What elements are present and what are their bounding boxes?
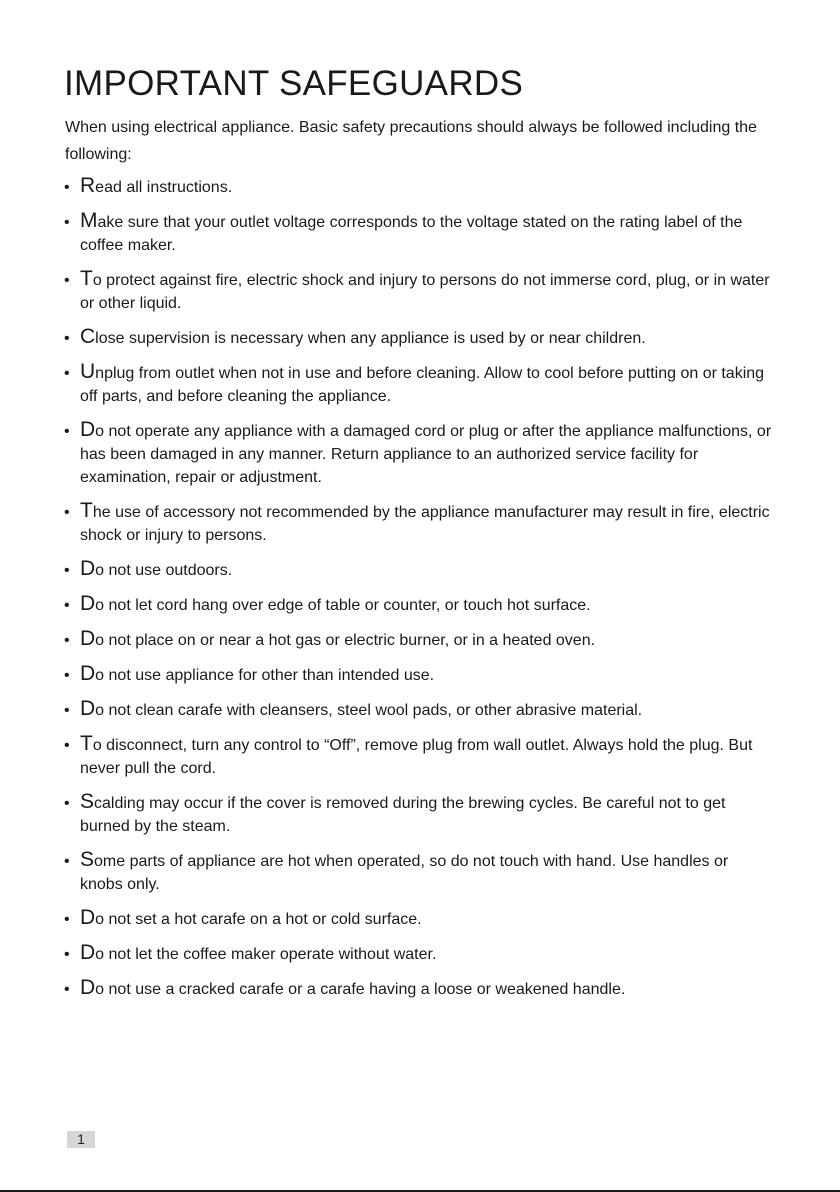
bullet-icon: •	[64, 946, 70, 963]
initial-letter: D	[80, 592, 96, 615]
item-text: o not clean carafe with cleansers, steel wool pads, or other abrasive material.	[95, 702, 643, 719]
item-text: o disconnect, turn any control to “Off”, remove plug from wall outlet. Always hold the plug. But never pull the cord.	[80, 737, 753, 777]
initial-letter: S	[80, 790, 95, 813]
list-item	[64, 269, 774, 315]
item-text: o not use outdoors.	[95, 562, 233, 579]
initial-letter: C	[80, 325, 96, 348]
initial-letter: D	[80, 906, 96, 929]
list-item	[64, 176, 774, 199]
list-item	[64, 908, 774, 931]
initial-letter: D	[80, 627, 96, 650]
bullet-icon: •	[64, 504, 70, 521]
bullet-icon: •	[64, 562, 70, 579]
page-title: IMPORTANT SAFEGUARDS	[64, 64, 524, 103]
initial-letter: S	[80, 848, 95, 871]
initial-letter: T	[80, 732, 93, 755]
safeguards-list	[64, 176, 774, 1013]
initial-letter: D	[80, 697, 96, 720]
list-item	[64, 629, 774, 652]
item-text: calding may occur if the cover is removed during the brewing cycles. Be careful not to get burned by the steam.	[80, 795, 726, 835]
page-number: 1	[67, 1131, 95, 1148]
list-item	[64, 792, 774, 838]
list-item	[64, 978, 774, 1001]
initial-letter: D	[80, 418, 96, 441]
item-text: nplug from outlet when not in use and before cleaning. Allow to cool before putting on or taking off parts, and before cleaning the appliance.	[80, 365, 765, 405]
list-item	[64, 850, 774, 896]
bullet-icon: •	[64, 702, 70, 719]
initial-letter: R	[80, 174, 96, 197]
item-text: o not place on or near a hot gas or electric burner, or in a heated oven.	[95, 632, 596, 649]
item-text: o not operate any appliance with a damaged cord or plug or after the appliance malfunctions, or has been damaged in any manner. Return appliance to an authorized service facility for examination, repair or adjustment.	[80, 423, 772, 486]
item-text: o not use a cracked carafe or a carafe having a loose or weakened handle.	[95, 981, 626, 998]
item-text: ead all instructions.	[95, 179, 233, 196]
bullet-icon: •	[64, 423, 70, 440]
bullet-icon: •	[64, 632, 70, 649]
bullet-icon: •	[64, 365, 70, 382]
list-item	[64, 664, 774, 687]
list-item	[64, 699, 774, 722]
bullet-icon: •	[64, 737, 70, 754]
initial-letter: M	[80, 209, 98, 232]
bullet-icon: •	[64, 214, 70, 231]
bullet-icon: •	[64, 981, 70, 998]
initial-letter: T	[80, 499, 93, 522]
item-text: o not let the coffee maker operate without water.	[95, 946, 437, 963]
bullet-icon: •	[64, 179, 70, 196]
item-text: ake sure that your outlet voltage corresponds to the voltage stated on the rating label of the coffee maker.	[80, 214, 743, 254]
initial-letter: D	[80, 662, 96, 685]
list-item	[64, 327, 774, 350]
list-item	[64, 211, 774, 257]
initial-letter: D	[80, 557, 96, 580]
bullet-icon: •	[64, 597, 70, 614]
bullet-icon: •	[64, 911, 70, 928]
item-text: ome parts of appliance are hot when operated, so do not touch with hand. Use handles or knobs only.	[80, 853, 729, 893]
initial-letter: U	[80, 360, 96, 383]
list-item	[64, 501, 774, 547]
list-item	[64, 943, 774, 966]
item-text: o protect against fire, electric shock and injury to persons do not immerse cord, plug, or in water or other liquid.	[80, 272, 770, 312]
item-text: o not use appliance for other than intended use.	[95, 667, 435, 684]
item-text: o not set a hot carafe on a hot or cold surface.	[95, 911, 422, 928]
list-item	[64, 362, 774, 408]
item-text: lose supervision is necessary when any appliance is used by or near children.	[95, 330, 646, 347]
item-text: he use of accessory not recommended by the appliance manufacturer may result in fire, electric shock or injury to persons.	[80, 504, 770, 544]
list-item	[64, 734, 774, 780]
bullet-icon: •	[64, 853, 70, 870]
bullet-icon: •	[64, 795, 70, 812]
list-item	[64, 594, 774, 617]
item-text: o not let cord hang over edge of table or counter, or touch hot surface.	[95, 597, 591, 614]
bullet-icon: •	[64, 667, 70, 684]
initial-letter: D	[80, 976, 96, 999]
bullet-icon: •	[64, 272, 70, 289]
intro-paragraph: When using electrical appliance. Basic safety precautions should always be followed including the following:	[65, 119, 757, 163]
list-item	[64, 420, 774, 489]
bullet-icon: •	[64, 330, 70, 347]
list-item	[64, 559, 774, 582]
initial-letter: D	[80, 941, 96, 964]
initial-letter: T	[80, 267, 93, 290]
